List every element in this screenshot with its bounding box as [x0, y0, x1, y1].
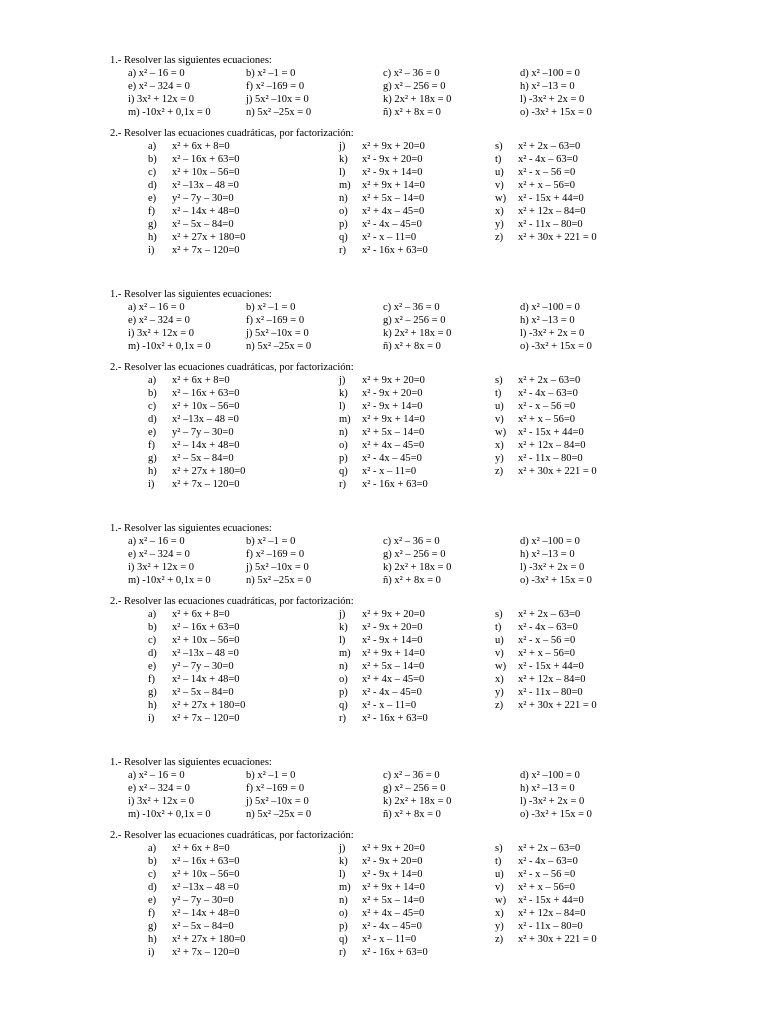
equation-letter: t) [495, 154, 502, 165]
equation-letter: y) [495, 453, 504, 464]
equation-letter: h) [148, 232, 157, 243]
equation-item: g) x² – 256 = 0 [383, 315, 446, 326]
equation-letter: p) [339, 219, 348, 230]
equation-item: ñ) x² + 8x = 0 [383, 809, 441, 820]
equation-letter: v) [495, 414, 504, 425]
equation-letter: a) [148, 375, 157, 386]
equation-letter: e) [148, 895, 157, 906]
equation-item: k) 2x² + 18x = 0 [383, 94, 452, 105]
equation-item: e) x² – 324 = 0 [128, 549, 190, 560]
equation-letter: i) [148, 947, 155, 958]
equation-item: d) x² –100 = 0 [520, 770, 580, 781]
equation-letter: f) [148, 674, 155, 685]
quadratic-equation: x² - 9x + 20=0 [362, 622, 423, 633]
equation-letter: v) [495, 648, 504, 659]
equation-letter: n) [339, 193, 348, 204]
equation-letter: i) [148, 245, 155, 256]
equation-letter: j) [339, 141, 346, 152]
quadratic-equation: x² + 5x – 14=0 [362, 895, 425, 906]
equation-letter: b) [148, 154, 157, 165]
quadratic-equation: x² + 30x + 221 = 0 [518, 700, 597, 711]
quadratic-equation: x² - 11x – 80=0 [518, 219, 583, 230]
equation-letter: w) [495, 895, 507, 906]
equation-item: e) x² – 324 = 0 [128, 81, 190, 92]
equation-letter: g) [148, 687, 157, 698]
exercise-block [0, 522, 768, 742]
quadratic-equation: x² - x – 11=0 [362, 934, 417, 945]
equation-item: b) x² –1 = 0 [246, 770, 296, 781]
quadratic-equation: x² + 7x – 120=0 [172, 479, 240, 490]
equation-letter: u) [495, 635, 504, 646]
quadratic-equation: x² + x – 56=0 [518, 648, 575, 659]
quadratic-equation: x² + 2x – 63=0 [518, 843, 581, 854]
equation-letter: q) [339, 232, 348, 243]
equation-item: h) x² –13 = 0 [520, 783, 575, 794]
equation-item: m) -10x² + 0,1x = 0 [128, 107, 211, 118]
equation-letter: m) [339, 180, 351, 191]
quadratic-equation: x² - 16x + 63=0 [362, 479, 428, 490]
quadratic-equation: x² + 30x + 221 = 0 [518, 232, 597, 243]
equation-item: k) 2x² + 18x = 0 [383, 796, 452, 807]
equation-item: n) 5x² –25x = 0 [246, 809, 312, 820]
quadratic-equation: x² + 9x + 14=0 [362, 414, 425, 425]
equation-letter: b) [148, 388, 157, 399]
quadratic-equation: x² - 9x + 20=0 [362, 154, 423, 165]
equation-letter: n) [339, 895, 348, 906]
equation-letter: b) [148, 622, 157, 633]
quadratic-equation: x² + 5x – 14=0 [362, 661, 425, 672]
equation-letter: r) [339, 947, 346, 958]
quadratic-equation: x² - x – 56 =0 [518, 869, 576, 880]
equation-letter: c) [148, 167, 157, 178]
quadratic-equation: x² + x – 56=0 [518, 882, 575, 893]
equation-letter: o) [339, 674, 348, 685]
quadratic-equation: x² - 4x – 45=0 [362, 453, 422, 464]
equation-item: f) x² –169 = 0 [246, 81, 305, 92]
equation-item: l) -3x² + 2x = 0 [520, 328, 585, 339]
equation-letter: d) [148, 648, 157, 659]
equation-letter: q) [339, 466, 348, 477]
equation-letter: k) [339, 622, 348, 633]
equation-letter: y) [495, 921, 504, 932]
equation-item: d) x² –100 = 0 [520, 302, 580, 313]
quadratic-equation: x² - x – 56 =0 [518, 401, 576, 412]
equation-item: n) 5x² –25x = 0 [246, 575, 312, 586]
equation-item: e) x² – 324 = 0 [128, 783, 190, 794]
quadratic-equation: x² – 16x + 63=0 [172, 154, 240, 165]
equation-item: j) 5x² –10x = 0 [246, 94, 309, 105]
equation-item: b) x² –1 = 0 [246, 302, 296, 313]
quadratic-equation: x² + 7x – 120=0 [172, 947, 240, 958]
equation-item: g) x² – 256 = 0 [383, 783, 446, 794]
quadratic-equation: x² – 5x – 84=0 [172, 219, 234, 230]
quadratic-equation: x² + 27x + 180=0 [172, 700, 246, 711]
equation-letter: r) [339, 479, 346, 490]
quadratic-equation: x² + 27x + 180=0 [172, 934, 246, 945]
quadratic-equation: x² + 27x + 180=0 [172, 466, 246, 477]
quadratic-equation: x² + 10x – 56=0 [172, 167, 240, 178]
equation-item: o) -3x² + 15x = 0 [520, 107, 592, 118]
quadratic-equation: x² - 11x – 80=0 [518, 453, 583, 464]
equation-item: k) 2x² + 18x = 0 [383, 562, 452, 573]
equation-letter: f) [148, 440, 155, 451]
equation-letter: z) [495, 466, 504, 477]
quadratic-equation: x² + 27x + 180=0 [172, 232, 246, 243]
equation-letter: d) [148, 180, 157, 191]
quadratic-equation: x² – 16x + 63=0 [172, 622, 240, 633]
quadratic-equation: x² + x – 56=0 [518, 414, 575, 425]
equation-letter: z) [495, 232, 504, 243]
equation-letter: r) [339, 245, 346, 256]
quadratic-equation: x² + 5x – 14=0 [362, 427, 425, 438]
equation-letter: x) [495, 674, 504, 685]
equation-letter: a) [148, 843, 157, 854]
equation-letter: e) [148, 193, 157, 204]
equation-letter: s) [495, 375, 503, 386]
equation-letter: j) [339, 375, 346, 386]
equation-item: c) x² – 36 = 0 [383, 68, 440, 79]
quadratic-equation: x² + 12x – 84=0 [518, 908, 586, 919]
quadratic-equation: x² –13x – 48 =0 [172, 882, 239, 893]
equation-item: h) x² –13 = 0 [520, 315, 575, 326]
quadratic-equation: x² - x – 56 =0 [518, 167, 576, 178]
exercise-1-title: 1.- Resolver las siguientes ecuaciones: [110, 757, 272, 768]
quadratic-equation: y² – 7y – 30=0 [172, 661, 234, 672]
equation-letter: q) [339, 934, 348, 945]
exercise-2-title: 2.- Resolver las ecuaciones cuadráticas, por factorización: [110, 596, 354, 607]
quadratic-equation: x² + 2x – 63=0 [518, 609, 581, 620]
equation-item: l) -3x² + 2x = 0 [520, 562, 585, 573]
equation-item: f) x² –169 = 0 [246, 315, 305, 326]
equation-letter: x) [495, 206, 504, 217]
quadratic-equation: x² – 14x + 48=0 [172, 206, 240, 217]
quadratic-equation: x² + 6x + 8=0 [172, 375, 230, 386]
quadratic-equation: x² + 9x + 14=0 [362, 648, 425, 659]
equation-letter: g) [148, 921, 157, 932]
quadratic-equation: y² – 7y – 30=0 [172, 193, 234, 204]
quadratic-equation: x² + 30x + 221 = 0 [518, 466, 597, 477]
quadratic-equation: x² – 14x + 48=0 [172, 908, 240, 919]
quadratic-equation: x² + 12x – 84=0 [518, 440, 586, 451]
equation-letter: f) [148, 206, 155, 217]
equation-letter: t) [495, 622, 502, 633]
equation-item: f) x² –169 = 0 [246, 783, 305, 794]
quadratic-equation: x² – 14x + 48=0 [172, 674, 240, 685]
quadratic-equation: x² + 9x + 20=0 [362, 141, 425, 152]
equation-item: o) -3x² + 15x = 0 [520, 809, 592, 820]
equation-letter: o) [339, 440, 348, 451]
quadratic-equation: x² - x – 11=0 [362, 232, 417, 243]
quadratic-equation: x² – 5x – 84=0 [172, 687, 234, 698]
quadratic-equation: x² + 9x + 14=0 [362, 180, 425, 191]
quadratic-equation: x² – 5x – 84=0 [172, 453, 234, 464]
equation-item: i) 3x² + 12x = 0 [128, 328, 195, 339]
quadratic-equation: x² + 9x + 20=0 [362, 375, 425, 386]
quadratic-equation: x² - 11x – 80=0 [518, 687, 583, 698]
quadratic-equation: x² - 16x + 63=0 [362, 713, 428, 724]
exercise-block [0, 756, 768, 976]
quadratic-equation: x² - 4x – 45=0 [362, 219, 422, 230]
equation-item: n) 5x² –25x = 0 [246, 107, 312, 118]
quadratic-equation: x² - 4x – 45=0 [362, 921, 422, 932]
quadratic-equation: x² - x – 11=0 [362, 466, 417, 477]
equation-letter: w) [495, 427, 507, 438]
quadratic-equation: x² - 9x + 20=0 [362, 856, 423, 867]
equation-item: o) -3x² + 15x = 0 [520, 341, 592, 352]
equation-item: d) x² –100 = 0 [520, 536, 580, 547]
equation-item: a) x² – 16 = 0 [128, 536, 185, 547]
quadratic-equation: x² + 9x + 20=0 [362, 843, 425, 854]
equation-item: m) -10x² + 0,1x = 0 [128, 341, 211, 352]
equation-item: i) 3x² + 12x = 0 [128, 94, 195, 105]
quadratic-equation: x² - 4x – 63=0 [518, 388, 578, 399]
quadratic-equation: x² + 5x – 14=0 [362, 193, 425, 204]
quadratic-equation: x² - x – 56 =0 [518, 635, 576, 646]
equation-item: m) -10x² + 0,1x = 0 [128, 809, 211, 820]
quadratic-equation: x² + 7x – 120=0 [172, 713, 240, 724]
equation-item: c) x² – 36 = 0 [383, 770, 440, 781]
equation-item: f) x² –169 = 0 [246, 549, 305, 560]
equation-letter: y) [495, 219, 504, 230]
quadratic-equation: x² + 4x – 45=0 [362, 908, 425, 919]
equation-letter: c) [148, 401, 157, 412]
equation-letter: i) [148, 479, 155, 490]
equation-letter: p) [339, 687, 348, 698]
equation-letter: n) [339, 661, 348, 672]
equation-item: a) x² – 16 = 0 [128, 770, 185, 781]
equation-item: d) x² –100 = 0 [520, 68, 580, 79]
equation-item: g) x² – 256 = 0 [383, 81, 446, 92]
quadratic-equation: x² + 9x + 20=0 [362, 609, 425, 620]
equation-letter: k) [339, 388, 348, 399]
equation-letter: m) [339, 882, 351, 893]
equation-letter: l) [339, 401, 346, 412]
equation-letter: u) [495, 167, 504, 178]
quadratic-equation: x² + 4x – 45=0 [362, 440, 425, 451]
quadratic-equation: x² –13x – 48 =0 [172, 180, 239, 191]
equation-letter: c) [148, 635, 157, 646]
equation-letter: s) [495, 843, 503, 854]
quadratic-equation: x² + 10x – 56=0 [172, 635, 240, 646]
quadratic-equation: x² + 10x – 56=0 [172, 401, 240, 412]
exercise-2-title: 2.- Resolver las ecuaciones cuadráticas, por factorización: [110, 362, 354, 373]
quadratic-equation: x² - x – 11=0 [362, 700, 417, 711]
quadratic-equation: x² –13x – 48 =0 [172, 414, 239, 425]
equation-item: m) -10x² + 0,1x = 0 [128, 575, 211, 586]
equation-item: k) 2x² + 18x = 0 [383, 328, 452, 339]
equation-item: h) x² –13 = 0 [520, 549, 575, 560]
quadratic-equation: x² + 4x – 45=0 [362, 674, 425, 685]
equation-letter: v) [495, 180, 504, 191]
equation-letter: j) [339, 609, 346, 620]
equation-letter: l) [339, 635, 346, 646]
quadratic-equation: x² + 4x – 45=0 [362, 206, 425, 217]
equation-letter: p) [339, 453, 348, 464]
equation-letter: l) [339, 167, 346, 178]
equation-letter: y) [495, 687, 504, 698]
quadratic-equation: x² - 15x + 44=0 [518, 661, 584, 672]
quadratic-equation: x² - 15x + 44=0 [518, 193, 584, 204]
exercise-block [0, 288, 768, 508]
equation-item: i) 3x² + 12x = 0 [128, 562, 195, 573]
quadratic-equation: x² - 9x + 14=0 [362, 167, 423, 178]
equation-letter: n) [339, 427, 348, 438]
equation-letter: s) [495, 141, 503, 152]
quadratic-equation: x² - 9x + 20=0 [362, 388, 423, 399]
quadratic-equation: x² - 4x – 63=0 [518, 154, 578, 165]
exercise-1-title: 1.- Resolver las siguientes ecuaciones: [110, 55, 272, 66]
quadratic-equation: x² + 2x – 63=0 [518, 141, 581, 152]
quadratic-equation: x² - 16x + 63=0 [362, 245, 428, 256]
equation-letter: x) [495, 440, 504, 451]
equation-letter: v) [495, 882, 504, 893]
quadratic-equation: x² –13x – 48 =0 [172, 648, 239, 659]
equation-letter: z) [495, 700, 504, 711]
equation-item: b) x² –1 = 0 [246, 68, 296, 79]
equation-letter: k) [339, 856, 348, 867]
equation-letter: j) [339, 843, 346, 854]
quadratic-equation: x² - 15x + 44=0 [518, 895, 584, 906]
equation-letter: g) [148, 453, 157, 464]
quadratic-equation: y² – 7y – 30=0 [172, 427, 234, 438]
equation-letter: m) [339, 414, 351, 425]
equation-letter: e) [148, 661, 157, 672]
equation-item: ñ) x² + 8x = 0 [383, 575, 441, 586]
equation-letter: p) [339, 921, 348, 932]
equation-letter: m) [339, 648, 351, 659]
equation-letter: g) [148, 219, 157, 230]
quadratic-equation: x² - 9x + 14=0 [362, 401, 423, 412]
equation-letter: t) [495, 856, 502, 867]
equation-letter: k) [339, 154, 348, 165]
quadratic-equation: x² - 9x + 14=0 [362, 869, 423, 880]
equation-item: c) x² – 36 = 0 [383, 536, 440, 547]
equation-letter: z) [495, 934, 504, 945]
quadratic-equation: x² + 9x + 14=0 [362, 882, 425, 893]
quadratic-equation: x² + 12x – 84=0 [518, 674, 586, 685]
equation-letter: u) [495, 869, 504, 880]
equation-letter: o) [339, 206, 348, 217]
equation-item: c) x² – 36 = 0 [383, 302, 440, 313]
equation-letter: l) [339, 869, 346, 880]
quadratic-equation: x² + 30x + 221 = 0 [518, 934, 597, 945]
equation-item: e) x² – 324 = 0 [128, 315, 190, 326]
equation-letter: u) [495, 401, 504, 412]
equation-letter: b) [148, 856, 157, 867]
quadratic-equation: x² + 7x – 120=0 [172, 245, 240, 256]
equation-letter: f) [148, 908, 155, 919]
equation-item: g) x² – 256 = 0 [383, 549, 446, 560]
equation-item: a) x² – 16 = 0 [128, 68, 185, 79]
quadratic-equation: x² - 4x – 63=0 [518, 622, 578, 633]
quadratic-equation: x² – 16x + 63=0 [172, 388, 240, 399]
equation-item: l) -3x² + 2x = 0 [520, 94, 585, 105]
quadratic-equation: x² – 5x – 84=0 [172, 921, 234, 932]
equation-letter: d) [148, 882, 157, 893]
equation-letter: s) [495, 609, 503, 620]
exercise-2-title: 2.- Resolver las ecuaciones cuadráticas, por factorización: [110, 830, 354, 841]
quadratic-equation: x² - 9x + 14=0 [362, 635, 423, 646]
exercise-1-title: 1.- Resolver las siguientes ecuaciones: [110, 289, 272, 300]
equation-item: ñ) x² + 8x = 0 [383, 341, 441, 352]
equation-letter: c) [148, 869, 157, 880]
equation-letter: e) [148, 427, 157, 438]
equation-item: b) x² –1 = 0 [246, 536, 296, 547]
exercise-1-title: 1.- Resolver las siguientes ecuaciones: [110, 523, 272, 534]
quadratic-equation: x² + 6x + 8=0 [172, 141, 230, 152]
quadratic-equation: x² + 6x + 8=0 [172, 843, 230, 854]
equation-letter: r) [339, 713, 346, 724]
exercise-block [0, 54, 768, 274]
quadratic-equation: x² + 12x – 84=0 [518, 206, 586, 217]
equation-item: n) 5x² –25x = 0 [246, 341, 312, 352]
equation-item: j) 5x² –10x = 0 [246, 796, 309, 807]
equation-letter: h) [148, 700, 157, 711]
quadratic-equation: x² + 6x + 8=0 [172, 609, 230, 620]
equation-letter: d) [148, 414, 157, 425]
quadratic-equation: x² - 11x – 80=0 [518, 921, 583, 932]
quadratic-equation: x² + 10x – 56=0 [172, 869, 240, 880]
quadratic-equation: x² - 4x – 63=0 [518, 856, 578, 867]
equation-item: j) 5x² –10x = 0 [246, 562, 309, 573]
quadratic-equation: x² - 4x – 45=0 [362, 687, 422, 698]
quadratic-equation: x² – 14x + 48=0 [172, 440, 240, 451]
equation-letter: w) [495, 661, 507, 672]
quadratic-equation: x² + 2x – 63=0 [518, 375, 581, 386]
equation-item: a) x² – 16 = 0 [128, 302, 185, 313]
equation-letter: q) [339, 700, 348, 711]
quadratic-equation: x² – 16x + 63=0 [172, 856, 240, 867]
equation-letter: h) [148, 934, 157, 945]
equation-item: i) 3x² + 12x = 0 [128, 796, 195, 807]
equation-letter: o) [339, 908, 348, 919]
equation-letter: x) [495, 908, 504, 919]
equation-item: j) 5x² –10x = 0 [246, 328, 309, 339]
equation-item: l) -3x² + 2x = 0 [520, 796, 585, 807]
equation-letter: a) [148, 141, 157, 152]
equation-letter: t) [495, 388, 502, 399]
equation-letter: i) [148, 713, 155, 724]
quadratic-equation: x² - 16x + 63=0 [362, 947, 428, 958]
equation-item: o) -3x² + 15x = 0 [520, 575, 592, 586]
quadratic-equation: x² + x – 56=0 [518, 180, 575, 191]
equation-item: h) x² –13 = 0 [520, 81, 575, 92]
exercise-2-title: 2.- Resolver las ecuaciones cuadráticas, por factorización: [110, 128, 354, 139]
quadratic-equation: x² - 15x + 44=0 [518, 427, 584, 438]
quadratic-equation: y² – 7y – 30=0 [172, 895, 234, 906]
equation-letter: h) [148, 466, 157, 477]
equation-letter: a) [148, 609, 157, 620]
equation-item: ñ) x² + 8x = 0 [383, 107, 441, 118]
equation-letter: w) [495, 193, 507, 204]
